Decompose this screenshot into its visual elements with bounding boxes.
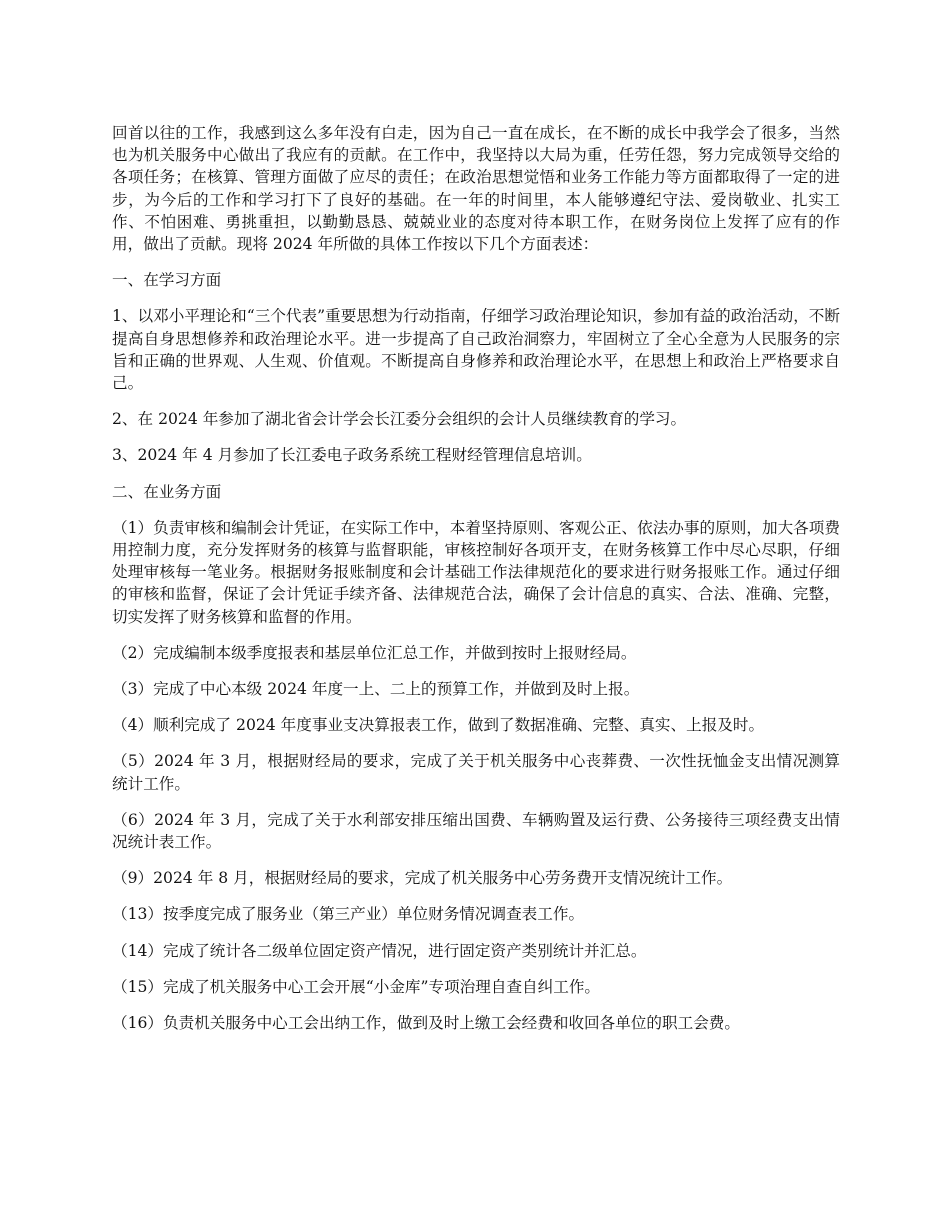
- business-item-4: （4）顺利完成了 2024 年度事业支决算报表工作，做到了数据准确、完整、真实、上报及时。: [112, 716, 765, 735]
- business-item-15: （15）完成了机关服务中心工会开展“小金库”专项治理自查自纠工作。: [112, 977, 601, 996]
- section-heading-business: 二、在业务方面: [112, 482, 222, 501]
- study-item-2: 2、在 2024 年参加了湖北省会计学会长江委分会组织的会计人员继续教育的学习。: [112, 410, 687, 429]
- business-item-14: （14）完成了统计各二级单位固定资产情况，进行固定资产类别统计并汇总。: [112, 941, 647, 960]
- business-item-9: （9）2024 年 8 月，根据财经局的要求，完成了机关服务中心劳务费开支情况统计工作。: [112, 869, 733, 888]
- business-item-6: （6）2024 年 3 月，完成了关于水利部安排压缩出国费、车辆购置及运行费、公务接待三项经费支出情况统计表工作。: [112, 810, 840, 852]
- business-item-1: （1）负责审核和编制会计凭证，在实际工作中，本着坚持原则、客观公正、依法办事的原则，加大各项费用控制力度，充分发挥财务的核算与监督职能，审核控制好各项开支，在财务核算工作中尽心尽职，仔细处理审核每一笔业务。根据财务报账制度和会计基础工作法律规范化的要求进行财务报账工作。通过仔细的审核和监督，保证了会计凭证手续齐备、法律规范合法，确保了会计信息的真实、合法、准确、完整，切实发挥了财务核算和监督的作用。: [112, 518, 841, 626]
- intro-paragraph: 回首以往的工作，我感到这么多年没有白走，因为自己一直在成长，在不断的成长中我学会了很多，当然也为机关服务中心做出了我应有的贡献。在工作中，我坚持以大局为重，任劳任怨，努力完成领导交给的各项任务；在核算、管理方面做了应尽的责任；在政治思想觉悟和业务工作能力等方面都取得了一定的进步，为今后的工作和学习打下了良好的基础。在一年的时间里，本人能够遵纪守法、爱岗敬业、扎实工作、不怕困难、勇挑重担，以勤勤恳恳、兢兢业业的态度对待本职工作，在财务岗位上发挥了应有的作用，做出了贡献。现将 2024 年所做的具体工作按以下几个方面表述：: [112, 124, 840, 254]
- business-item-16: （16）负责机关服务中心工会出纳工作，做到及时上缴工会经费和收回各单位的职工会费。: [112, 1014, 740, 1033]
- document-page: [112, 122, 840, 1048]
- study-item-1: 1、以邓小平理论和“三个代表”重要思想为行动指南，仔细学习政治理论知识，参加有益的政治活动，不断提高自身思想修养和政治理论水平。进一步提高了自己政治洞察力，牢固树立了全心全意为人民服务的宗旨和正确的世界观、人生观、价值观。不断提高自身修养和政治理论水平，在思想上和政治上严格要求自己。: [112, 307, 840, 393]
- section-heading-study: 一、在学习方面: [112, 271, 222, 290]
- business-item-13: （13）按季度完成了服务业（第三产业）单位财务情况调查表工作。: [112, 905, 585, 924]
- study-item-3: 3、2024 年 4 月参加了长江委电子政务系统工程财经管理信息培训。: [112, 446, 592, 465]
- business-item-3: （3）完成了中心本级 2024 年度一上、二上的预算工作，并做到及时上报。: [112, 680, 640, 699]
- business-item-2: （2）完成编制本级季度报表和基层单位汇总工作，并做到按时上报财经局。: [112, 643, 637, 662]
- business-item-5: （5）2024 年 3 月，根据财经局的要求，完成了关于机关服务中心丧葬费、一次性抚恤金支出情况测算统计工作。: [112, 752, 840, 793]
